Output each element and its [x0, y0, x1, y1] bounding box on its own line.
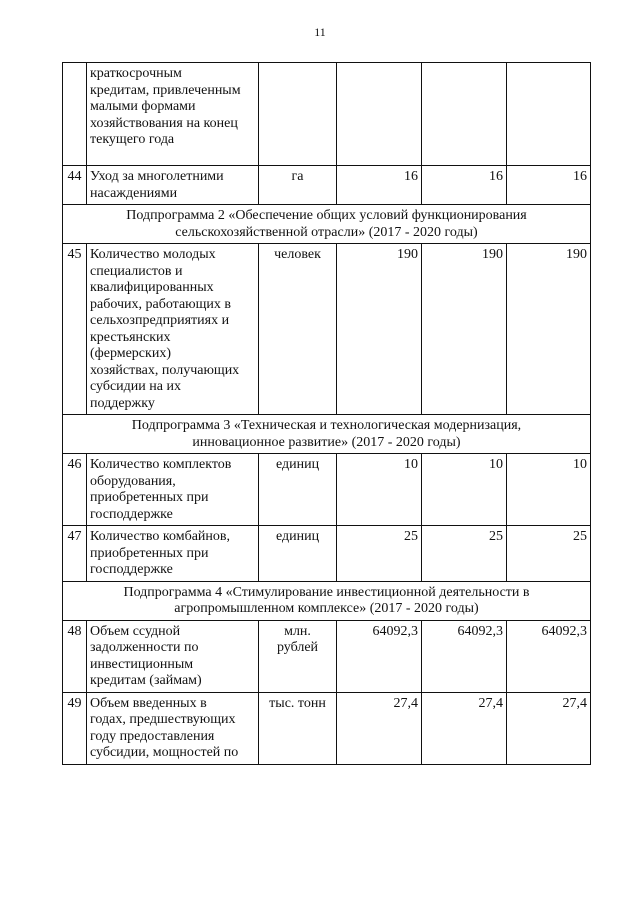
- indicator-name-line: специалистов и: [90, 263, 183, 279]
- subprogram-title: [63, 581, 591, 620]
- value-2018: 190: [337, 244, 422, 415]
- indicator-name-line: Количество комплектов: [90, 457, 232, 472]
- indicator-name-line: сельхозпредприятиях и: [90, 313, 230, 328]
- indicator-name-line: насаждениями: [90, 185, 178, 201]
- indicator-name: [87, 63, 259, 166]
- value-2019: 27,4: [422, 692, 507, 764]
- indicator-name-line: краткосрочным: [90, 66, 182, 81]
- value-2019: 25: [422, 526, 507, 582]
- indicator-name-line: поддержку: [90, 395, 155, 411]
- row-number: [63, 63, 87, 166]
- indicator-name-line: приобретенных при: [90, 545, 209, 561]
- page-number: 11: [314, 25, 326, 39]
- unit-of-measure: [259, 526, 337, 582]
- value-2019: 64092,3: [422, 620, 507, 692]
- subprogram-title-line: Подпрограмма 4 «Стимулирование инвестиционной деятельности в: [123, 584, 530, 600]
- value-2019: 16: [422, 166, 507, 205]
- value-2020: [507, 63, 591, 166]
- indicator-name-line: Количество комбайнов,: [90, 529, 230, 544]
- value-2020: 190: [507, 244, 591, 415]
- value-2019: [422, 63, 507, 166]
- unit-line: человек: [274, 247, 321, 262]
- value-2018: 16: [337, 166, 422, 205]
- unit-of-measure: [259, 244, 337, 415]
- table-row: [63, 526, 591, 582]
- value-2020: 27,4: [507, 692, 591, 764]
- unit-line: единиц: [275, 529, 320, 544]
- indicator-name: [87, 244, 259, 415]
- value-2018: [337, 63, 422, 166]
- indicator-name: [87, 454, 259, 526]
- unit-of-measure: [259, 166, 337, 205]
- value-2020: 64092,3: [507, 620, 591, 692]
- subprogram-title: [63, 205, 591, 244]
- value-2018: 10: [337, 454, 422, 526]
- unit-line: млн.: [284, 623, 311, 639]
- indicator-name-line: году предоставления: [90, 728, 215, 744]
- indicator-name-line: задолженности по: [90, 640, 199, 655]
- value-2020: 10: [507, 454, 591, 526]
- subprogram-title: [63, 415, 591, 454]
- value-2019: 190: [422, 244, 507, 415]
- subprogram-title-line: Подпрограмма 2 «Обеспечение общих условий функционирования: [126, 208, 527, 223]
- unit-line: рублей: [276, 640, 319, 655]
- table-row: [63, 166, 591, 205]
- row-number: 48: [63, 620, 87, 692]
- indicators-table: [62, 62, 591, 765]
- value-2020: 16: [507, 166, 591, 205]
- row-number: 44: [63, 166, 87, 205]
- subprogram-header-row: [63, 205, 591, 244]
- row-number: 49: [63, 692, 87, 764]
- subprogram-header-row: [63, 415, 591, 454]
- row-number: 45: [63, 244, 87, 415]
- indicator-name: [87, 166, 259, 205]
- table-body: [63, 63, 591, 765]
- indicator-name-line: Объем введенных в: [90, 695, 207, 711]
- indicator-name-line: текущего года: [90, 132, 175, 147]
- indicator-name-line: Количество молодых: [90, 247, 216, 262]
- subprogram-title-line: сельскохозяйственной отрасли» (2017 - 2020 годы): [175, 224, 478, 240]
- unit-line: единиц: [275, 457, 320, 472]
- indicator-name-line: кредитам (займам): [90, 673, 202, 688]
- indicator-name-line: кредитам, привлеченным: [90, 82, 241, 98]
- unit-line: га: [291, 169, 304, 184]
- value-2020: 25: [507, 526, 591, 582]
- indicator-name: [87, 526, 259, 582]
- subprogram-header-row: [63, 581, 591, 620]
- indicator-name-line: квалифицированных: [90, 280, 214, 295]
- indicator-name: [87, 620, 259, 692]
- unit-of-measure: [259, 454, 337, 526]
- value-2018: 25: [337, 526, 422, 582]
- indicator-name-line: хозяйствования на конец: [90, 115, 238, 131]
- row-number: 46: [63, 454, 87, 526]
- unit-of-measure: [259, 63, 337, 166]
- indicator-name-line: Уход за многолетними: [90, 169, 224, 184]
- value-2018: 27,4: [337, 692, 422, 764]
- indicator-name-line: Объем ссудной: [90, 623, 181, 639]
- indicator-name-line: (фермерских): [90, 346, 171, 361]
- indicator-name-line: малыми формами: [90, 99, 196, 114]
- indicator-name-line: крестьянских: [90, 329, 171, 345]
- value-2019: 10: [422, 454, 507, 526]
- indicator-name: [87, 692, 259, 764]
- subprogram-title-line: агропромышленном комплексе» (2017 - 2020 годы): [174, 601, 479, 616]
- indicator-name-line: рабочих, работающих в: [90, 296, 232, 312]
- unit-of-measure: [259, 692, 337, 764]
- indicator-name-line: субсидии на их: [90, 379, 181, 394]
- unit-of-measure: [259, 620, 337, 692]
- indicator-name-line: хозяйствах, получающих: [90, 362, 240, 378]
- indicator-name-line: инвестиционным: [90, 656, 194, 672]
- table-row: [63, 244, 591, 415]
- indicator-name-line: субсидии, мощностей по: [90, 745, 239, 760]
- subprogram-title-line: инновационное развитие» (2017 - 2020 годы): [192, 434, 461, 450]
- indicator-name-line: оборудования,: [90, 473, 176, 489]
- table-row: [63, 63, 591, 166]
- table-row: [63, 620, 591, 692]
- indicator-name-line: приобретенных при: [90, 490, 209, 505]
- unit-line: тыс. тонн: [269, 695, 326, 711]
- table-row: [63, 692, 591, 764]
- indicator-name-line: годах, предшествующих: [90, 712, 236, 727]
- subprogram-title-line: Подпрограмма 3 «Техническая и технологическая модернизация,: [131, 418, 522, 433]
- row-number: 47: [63, 526, 87, 582]
- indicator-name-line: господдержке: [90, 506, 173, 522]
- table-row: [63, 454, 591, 526]
- indicator-name-line: господдержке: [90, 562, 173, 577]
- value-2018: 64092,3: [337, 620, 422, 692]
